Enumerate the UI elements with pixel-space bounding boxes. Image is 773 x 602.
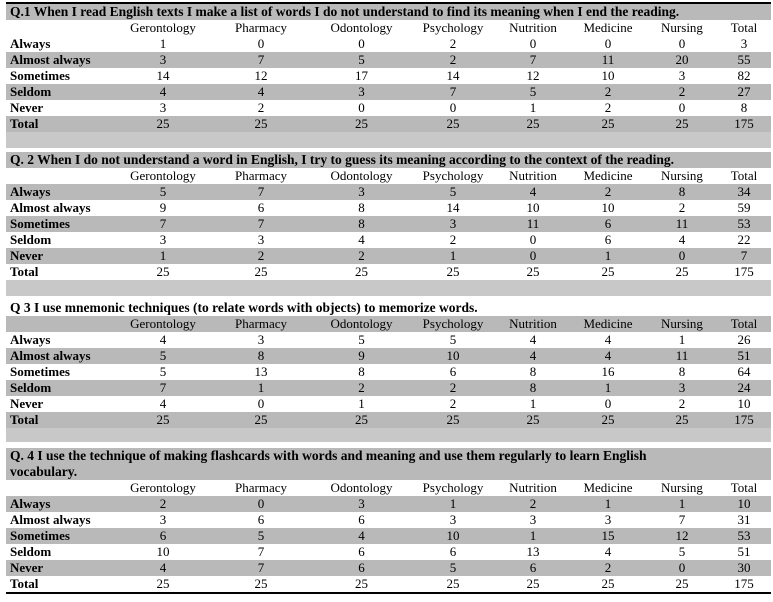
table-cell: 4 [118,84,208,100]
header-cell: Pharmacy [235,480,287,495]
table-cell: 25 [118,412,208,428]
table-cell: 2 [449,36,457,51]
table-cell: 0 [529,232,537,247]
table-cell: 0 [358,36,365,51]
table-cell: 3 [449,512,457,527]
header-cell: Pharmacy [235,168,287,183]
table-cell: 10 [601,68,615,83]
table-cell: 25 [208,412,314,428]
table-cell: 6 [118,528,208,544]
header-cell: Nutrition [509,20,557,35]
table-cell: 5 [159,364,167,379]
header-cell: Pharmacy [208,316,314,332]
table-cell: 14 [446,68,460,83]
table-cell: 55 [717,52,771,68]
table-cell: 25 [409,116,497,132]
table-cell: 5 [409,184,497,200]
question-1-block [6,2,771,148]
row-label: Sometimes [6,528,118,544]
table-cell: 4 [118,560,208,576]
table-cell: 8 [358,364,365,379]
table-cell: 8 [740,100,748,115]
table-row [6,200,771,216]
table-row [6,332,771,348]
table-cell: 64 [737,364,751,379]
table-row [6,512,771,528]
table-cell: 7 [678,512,686,527]
table-cell: 25 [647,116,717,132]
header-cell: Gerontology [118,316,208,332]
row-label: Sometimes [10,364,70,379]
table-cell: 8 [358,200,365,215]
table-cell: 2 [678,396,686,411]
table-cell: 7 [409,84,497,100]
table-cell: 25 [355,264,368,279]
table-cell: 2 [118,496,208,512]
row-label: Total [6,116,118,132]
table-cell: 1 [409,248,497,264]
table-cell: 10 [601,200,615,215]
table-cell: 4 [159,396,167,411]
table-cell: 2 [569,560,647,576]
table-cell: 6 [449,364,457,379]
row-label: Total [10,576,39,591]
table-cell: 17 [355,68,368,83]
question-1-table [6,20,771,132]
header-cell: Pharmacy [235,20,287,35]
table-cell: 25 [156,264,170,279]
table-cell: 5 [449,332,457,347]
header-cell: Total [717,316,771,332]
header-cell: Total [730,20,758,35]
question-4-title-line-2: vocabulary. [10,464,78,479]
section-divider [6,280,771,296]
table-cell: 4 [678,232,686,247]
header-cell [6,168,118,184]
table-cell: 25 [314,412,409,428]
table-cell: 25 [675,264,689,279]
table-cell: 9 [314,348,409,364]
table-cell: 1 [569,380,647,396]
row-label: Seldom [10,232,52,247]
table-cell: 0 [257,36,265,51]
table-cell: 4 [604,332,612,347]
table-cell: 4 [314,528,409,544]
header-cell: Medicine [583,480,633,495]
table-cell: 0 [678,100,686,115]
header-cell [6,20,118,36]
table-cell: 3 [257,332,265,347]
table-cell: 25 [118,116,208,132]
table-cell: 5 [409,560,497,576]
table-cell: 2 [678,200,686,215]
table-cell: 6 [314,560,409,576]
table-cell: 25 [675,576,689,591]
table-cell: 7 [118,216,208,232]
table-cell: 2 [449,232,457,247]
table-cell: 6 [358,544,365,559]
header-cell: Gerontology [130,168,196,183]
table-row [6,544,771,560]
row-label: Seldom [6,380,118,396]
section-divider [6,132,771,148]
table-cell: 3 [409,216,497,232]
row-label: Never [10,100,44,115]
question-2-table [6,168,771,280]
table-cell: 53 [717,528,771,544]
table-cell: 82 [737,68,751,83]
question-2-title: Q. 2 When I do not understand a word in English, I try to guess its meaning according to the context of the reading. [6,152,771,168]
table-cell: 25 [526,264,540,279]
table-cell: 3 [740,36,748,51]
table-cell: 51 [717,348,771,364]
section-divider [6,428,771,442]
row-label: Seldom [10,544,52,559]
table-cell: 11 [647,348,717,364]
table-cell: 25 [409,412,497,428]
table-cell: 0 [358,100,365,115]
table-cell: 0 [449,100,457,115]
table-cell: 1 [678,332,686,347]
table-cell: 30 [717,560,771,576]
table-row [6,380,771,396]
table-cell: 6 [497,560,569,576]
table-cell: 26 [737,332,751,347]
table-row [6,216,771,232]
header-cell: Odontology [330,480,393,495]
header-cell: Nursing [661,20,703,35]
row-label: Almost always [6,52,118,68]
table-cell: 9 [159,200,167,215]
table-cell: 7 [118,380,208,396]
table-row [6,248,771,264]
table-cell: 2 [314,380,409,396]
table-cell: 6 [358,512,365,527]
table-cell: 10 [526,200,540,215]
question-3-title: Q 3 I use mnemonic techniques (to relate words with objects) to memorize words. [6,300,771,316]
question-3-block [6,300,771,442]
table-cell: 53 [717,216,771,232]
table-cell: 13 [526,544,540,559]
table-cell: 175 [734,264,754,279]
table-cell: 2 [409,380,497,396]
table-cell: 4 [604,544,612,559]
table-cell: 25 [497,116,569,132]
table-cell: 4 [358,232,365,247]
header-cell: Nutrition [497,316,569,332]
table-cell: 8 [314,216,409,232]
table-cell: 10 [409,348,497,364]
table-cell: 3 [314,184,409,200]
table-cell: 11 [569,52,647,68]
table-cell: 24 [717,380,771,396]
table-cell: 7 [497,52,569,68]
table-cell: 3 [159,100,167,115]
table-cell: 25 [601,576,615,591]
table-cell: 8 [497,380,569,396]
row-label: Never [6,248,118,264]
table-cell: 10 [156,544,170,559]
table-cell: 25 [355,576,368,591]
table-cell: 25 [314,116,409,132]
table-cell: 0 [497,248,569,264]
table-cell: 7 [208,52,314,68]
table-cell: 2 [314,248,409,264]
table-cell: 11 [647,216,717,232]
table-cell: 12 [647,528,717,544]
question-4-table [6,480,771,592]
table-cell: 0 [678,36,686,51]
table-cell: 25 [569,412,647,428]
header-cell: Medicine [569,316,647,332]
table-cell: 25 [254,264,268,279]
table-cell: 25 [647,412,717,428]
table-cell: 5 [497,84,569,100]
table-cell: 4 [529,332,537,347]
table-row [6,496,771,512]
header-cell: Nursing [661,168,703,183]
table-cell: 2 [409,52,497,68]
table-cell: 4 [159,332,167,347]
table-cell: 15 [569,528,647,544]
table-cell: 7 [208,184,314,200]
row-label: Seldom [6,84,118,100]
table-cell: 5 [208,528,314,544]
table-row-total [6,264,771,280]
table-cell: 8 [647,184,717,200]
table-cell: 25 [208,116,314,132]
table-cell: 3 [314,496,409,512]
table-cell: 2 [647,84,717,100]
header-cell: Psychology [422,168,484,183]
table-cell: 1 [358,396,365,411]
header-cell: Total [730,168,758,183]
row-label: Total [6,412,118,428]
header-cell: Medicine [583,168,633,183]
table-cell: 6 [257,200,265,215]
row-label: Always [10,332,51,347]
table-row [6,68,771,84]
table-cell: 7 [257,544,265,559]
table-row [6,396,771,412]
table-cell: 10 [409,528,497,544]
table-cell: 6 [257,512,265,527]
table-cell: 6 [604,232,612,247]
table-cell: 2 [257,100,265,115]
table-row-total [6,576,771,592]
table-cell: 1 [118,248,208,264]
table-cell: 8 [529,364,537,379]
table-cell: 2 [208,248,314,264]
table-cell: 1 [409,496,497,512]
table-cell: 1 [497,528,569,544]
table-cell: 3 [314,84,409,100]
table-cell: 27 [717,84,771,100]
table-cell: 12 [526,68,540,83]
table-row [6,36,771,52]
table-cell: 175 [717,412,771,428]
header-cell: Odontology [330,168,393,183]
table-cell: 5 [314,52,409,68]
table-cell: 3 [257,232,265,247]
question-2-block [6,152,771,296]
table-row [6,84,771,100]
table-cell: 34 [717,184,771,200]
table-cell: 31 [737,512,751,527]
header-row [6,316,771,332]
table-row [6,100,771,116]
question-3-table [6,316,771,428]
table-cell: 16 [601,364,615,379]
table-cell: 2 [569,84,647,100]
table-cell: 25 [156,576,170,591]
table-cell: 2 [449,396,457,411]
table-cell: 25 [601,264,615,279]
table-cell: 10 [717,496,771,512]
table-cell: 3 [159,512,167,527]
table-row [6,528,771,544]
table-cell: 0 [257,396,265,411]
table-cell: 25 [446,264,460,279]
row-label: Total [10,264,39,279]
table-cell: 1 [569,496,647,512]
table-cell: 6 [569,216,647,232]
question-4-block [6,448,771,594]
header-cell: Nursing [647,316,717,332]
header-cell: Psychology [422,20,484,35]
header-cell: Odontology [314,316,409,332]
header-cell: Nutrition [509,168,557,183]
table-cell: 22 [737,232,751,247]
table-cell: 5 [358,332,365,347]
table-cell: 3 [159,232,167,247]
table-cell: 1 [647,496,717,512]
table-cell: 14 [156,68,170,83]
table-cell: 3 [529,512,537,527]
header-cell: Gerontology [130,480,196,495]
table-row [6,232,771,248]
table-cell: 0 [604,396,612,411]
table-row-total [6,116,771,132]
question-1-title: Q.1 When I read English texts I make a list of words I do not understand to find its meaning when I end the reading. [6,2,771,20]
table-cell: 7 [208,216,314,232]
table-cell: 0 [529,36,537,51]
table-cell: 4 [497,348,569,364]
header-row [6,168,771,184]
table-row-total [6,412,771,428]
row-label: Almost always [6,348,118,364]
table-cell: 11 [497,216,569,232]
table-row [6,348,771,364]
table-cell: 7 [208,560,314,576]
table-cell: 4 [497,184,569,200]
header-cell: Odontology [330,20,393,35]
table-cell: 2 [604,100,612,115]
table-cell: 25 [569,116,647,132]
table-cell: 51 [737,544,751,559]
header-cell: Psychology [409,316,497,332]
table-cell: 0 [604,36,612,51]
table-cell: 10 [737,396,751,411]
header-cell [6,480,118,496]
table-row [6,52,771,68]
table-cell: 2 [497,496,569,512]
table-cell: 5 [678,544,686,559]
header-cell: Psychology [422,480,484,495]
table-row [6,560,771,576]
table-cell: 1 [159,36,167,51]
table-cell: 59 [737,200,751,215]
row-label: Never [6,560,118,576]
table-cell: 20 [647,52,717,68]
table-cell: 13 [254,364,268,379]
table-row [6,364,771,380]
table-row [6,184,771,200]
table-cell: 25 [446,576,460,591]
table-cell: 6 [449,544,457,559]
table-cell: 0 [647,560,717,576]
table-cell: 25 [526,576,540,591]
table-cell: 5 [118,348,208,364]
row-label: Almost always [10,200,91,215]
table-cell: 8 [208,348,314,364]
row-label: Sometimes [10,68,70,83]
header-cell [6,316,118,332]
table-cell: 175 [717,116,771,132]
table-cell: 1 [529,100,537,115]
header-row [6,20,771,36]
table-cell: 1 [569,248,647,264]
table-cell: 25 [497,412,569,428]
row-label: Almost always [10,512,91,527]
table-cell: 0 [647,248,717,264]
table-cell: 8 [678,364,686,379]
table-cell: 3 [604,512,612,527]
table-cell: 4 [208,84,314,100]
table-cell: 14 [446,200,460,215]
table-cell: 1 [208,380,314,396]
table-cell: 7 [717,248,771,264]
header-cell: Gerontology [130,20,196,35]
row-label: Never [10,396,44,411]
table-cell: 0 [208,496,314,512]
row-label: Always [6,184,118,200]
header-cell: Nutrition [509,480,557,495]
table-cell: 1 [529,396,537,411]
row-label: Always [10,36,51,51]
row-label: Sometimes [6,216,118,232]
question-4-title-line-1: Q. 4 I use the technique of making flashcards with words and meaning and use them regularly to learn English [10,448,647,463]
question-4-title [6,448,771,480]
table-cell: 3 [678,68,686,83]
header-cell: Nursing [661,480,703,495]
table-cell: 3 [118,52,208,68]
table-cell: 2 [569,184,647,200]
table-cell: 12 [254,68,268,83]
table-cell: 4 [569,348,647,364]
table-cell: 3 [647,380,717,396]
table-cell: 5 [118,184,208,200]
table-cell: 25 [254,576,268,591]
row-label: Always [6,496,118,512]
header-cell: Total [730,480,758,495]
header-row [6,480,771,496]
header-cell: Medicine [583,20,633,35]
table-cell: 175 [734,576,754,591]
